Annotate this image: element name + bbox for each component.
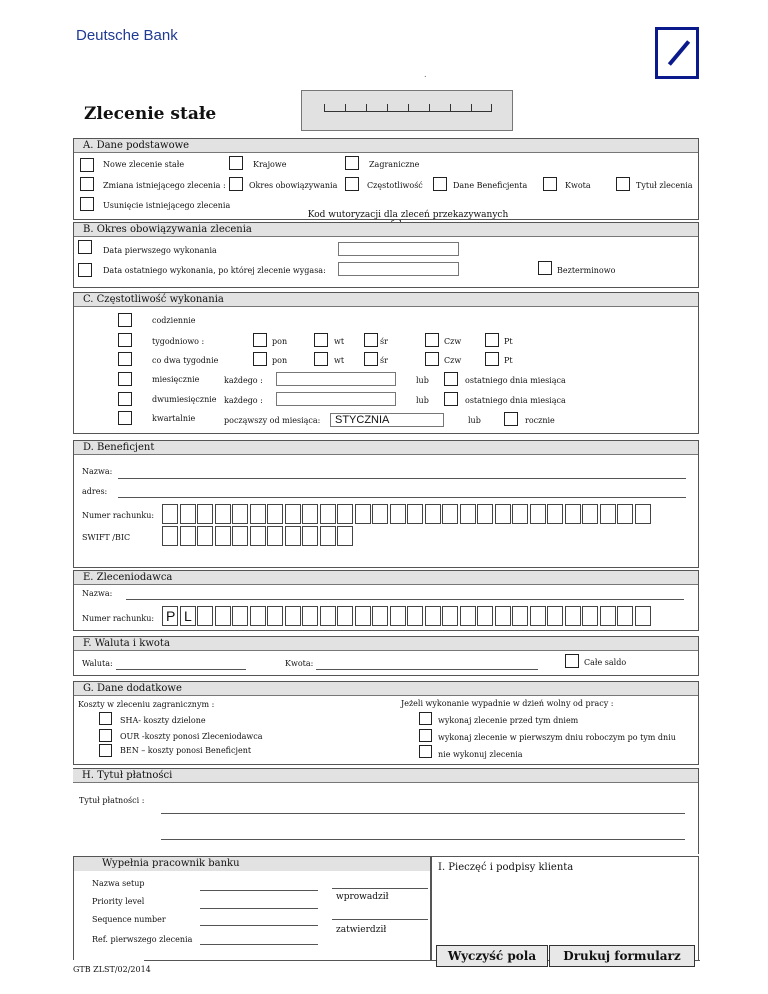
section-a-title: A. Dane podstawowe [74, 139, 698, 153]
change-order-checkbox[interactable] [80, 177, 94, 191]
monthly-lastday-label: ostatniego dnia miesiąca [465, 376, 566, 385]
digit-cell[interactable] [477, 606, 493, 626]
digit-cell[interactable] [197, 504, 213, 524]
digit-cell[interactable] [582, 606, 598, 626]
ben-checkbox[interactable] [99, 744, 112, 757]
amount-field[interactable] [316, 669, 538, 670]
quarterly-checkbox[interactable] [118, 411, 132, 425]
digit-cell[interactable] [495, 606, 511, 626]
delete-order-checkbox[interactable] [80, 197, 94, 211]
digit-cell[interactable] [285, 504, 301, 524]
auth-code-caption: Kod wutoryzacji dla zleceń przekazywanych [307, 210, 509, 220]
our-checkbox[interactable] [99, 729, 112, 742]
digit-cell[interactable] [250, 526, 266, 546]
auth-code-field[interactable] [324, 104, 492, 112]
section-b [73, 222, 699, 288]
digit-cell[interactable] [547, 606, 563, 626]
payment-title-label: Tytuł płatności : [79, 796, 145, 805]
holiday-label: Jeżeli wykonanie wypadnie w dzień wolny od pracy : [401, 699, 614, 708]
payment-title-line2[interactable] [161, 839, 685, 840]
digit-cell[interactable] [180, 526, 196, 546]
biweekly-thu-label: Czw [444, 356, 462, 365]
digit-cell[interactable] [267, 606, 283, 626]
currency-label: Waluta: [82, 659, 113, 668]
priority-label: Priority level [92, 897, 145, 906]
first-date-field[interactable] [338, 242, 459, 256]
amount-label: Kwota: [285, 659, 314, 668]
digit-cell[interactable] [267, 504, 283, 524]
section-c [73, 292, 699, 434]
before-checkbox[interactable] [419, 712, 432, 725]
orderer-name-label: Nazwa: [82, 589, 113, 598]
indefinite-label: Bezterminowo [557, 266, 616, 275]
biweekly-tue-label: wt [334, 356, 345, 365]
digit-cell[interactable] [337, 504, 353, 524]
country-p: P [166, 608, 176, 624]
ref-field[interactable] [200, 944, 318, 945]
weekly-mon-label: pon [272, 337, 288, 346]
orderer-name-field[interactable] [126, 599, 684, 600]
change-amount-checkbox[interactable] [543, 177, 557, 191]
section-f-title: F. Waluta i kwota [74, 637, 698, 651]
domestic-label: Krajowe [253, 160, 287, 169]
change-period-checkbox[interactable] [229, 177, 243, 191]
benef-account-label: Numer rachunku: [82, 511, 155, 520]
section-g [73, 681, 699, 765]
first-date-label: Data pierwszego wykonania [103, 246, 217, 255]
change-period-label: Okres obowiązywania [249, 181, 338, 190]
change-reason-label: Tytuł zlecenia [636, 181, 693, 190]
digit-cell[interactable] [635, 606, 651, 626]
weekly-label: tygodniowo : [152, 337, 205, 346]
digit-cell[interactable] [337, 606, 353, 626]
digit-cell[interactable] [302, 606, 318, 626]
sequence-field[interactable] [200, 925, 318, 926]
quarterly-label: kwartalnie [152, 414, 196, 423]
digit-cell[interactable] [355, 606, 371, 626]
digit-cell[interactable] [390, 504, 406, 524]
digit-cell[interactable] [477, 504, 493, 524]
section-h [73, 768, 699, 854]
setup-label: Nazwa setup [92, 879, 145, 888]
change-amount-label: Kwota [565, 181, 591, 190]
digit-cell[interactable] [425, 606, 441, 626]
biweekly-wed-checkbox[interactable] [364, 352, 378, 366]
biweekly-fri-label: Pt [504, 356, 513, 365]
foreign-label: Zagraniczne [369, 160, 420, 169]
digit-cell[interactable] [565, 504, 581, 524]
monthly-lastday-checkbox[interactable] [444, 372, 458, 386]
digit-cell[interactable] [617, 606, 633, 626]
benef-account-cells[interactable] [162, 504, 652, 524]
entered-line[interactable] [332, 888, 428, 889]
monthly-checkbox[interactable] [118, 372, 132, 386]
section-f [73, 636, 699, 676]
digit-cell[interactable] [635, 504, 651, 524]
digit-cell[interactable] [320, 606, 336, 626]
weekly-wed-label: śr [380, 337, 388, 346]
digit-cell[interactable] [582, 504, 598, 524]
after-label: wykonaj zlecenie w pierwszym dniu roboczym po tym dniu [438, 733, 676, 742]
costs-label: Koszty w zleceniu zagranicznym : [78, 700, 215, 709]
digit-cell[interactable] [320, 526, 336, 546]
section-d-title: D. Beneficjent [74, 441, 698, 455]
section-e-title: E. Zleceniodawca [74, 571, 698, 585]
digit-cell[interactable] [442, 504, 458, 524]
orderer-account-label: Numer rachunku: [82, 614, 155, 623]
print-button[interactable]: Drukuj formularz [549, 945, 695, 967]
digit-cell[interactable] [372, 606, 388, 626]
digit-cell[interactable] [460, 504, 476, 524]
biweekly-mon-label: pon [272, 356, 288, 365]
benef-name-label: Nazwa: [82, 467, 113, 476]
digit-cell[interactable] [320, 504, 336, 524]
section-c-title: C. Częstotliwość wykonania [74, 293, 698, 307]
last-date-field[interactable] [338, 262, 459, 276]
biweekly-checkbox[interactable] [118, 352, 132, 366]
last-date-label: Data ostatniego wykonania, po której zlecenie wygasa: [103, 266, 326, 275]
change-benef-label: Dane Beneficjenta [453, 181, 528, 190]
digit-cell[interactable] [460, 606, 476, 626]
start-month-label: począwszy od miesiąca: [224, 416, 321, 425]
biweekly-thu-checkbox[interactable] [425, 352, 439, 366]
digit-cell[interactable] [232, 526, 248, 546]
form-title: Zlecenie stałe [84, 104, 217, 124]
indefinite-checkbox[interactable] [538, 261, 552, 275]
setup-field[interactable] [200, 890, 318, 891]
after-checkbox[interactable] [419, 729, 432, 742]
digit-cell[interactable] [162, 504, 178, 524]
dot: . [424, 70, 427, 79]
digit-cell[interactable] [302, 504, 318, 524]
monthly-day-field[interactable] [276, 372, 396, 386]
swift-cells[interactable] [162, 526, 355, 546]
section-b-title: B. Okres obowiązywania zlecenia [74, 223, 698, 237]
digit-cell[interactable] [442, 606, 458, 626]
delete-order-label: Usunięcie istniejącego zlecenia [103, 201, 231, 210]
digit-cell[interactable] [390, 606, 406, 626]
digit-cell[interactable] [267, 526, 283, 546]
staff-title: Wypełnia pracownik banku [74, 857, 430, 871]
weekly-checkbox[interactable] [118, 333, 132, 347]
digit-cell[interactable] [512, 504, 528, 524]
daily-checkbox[interactable] [118, 313, 132, 327]
digit-cell[interactable] [372, 504, 388, 524]
sha-label: SHA- koszty dzielone [120, 716, 206, 725]
no-exec-label: nie wykonuj zlecenia [438, 750, 523, 759]
foreign-checkbox[interactable] [345, 156, 359, 170]
benef-name-field[interactable] [118, 478, 686, 479]
bimonthly-or-label: lub [416, 396, 429, 405]
digit-cell[interactable] [407, 504, 423, 524]
monthly-or-label: lub [416, 376, 429, 385]
digit-cell[interactable] [285, 526, 301, 546]
digit-cell[interactable] [425, 504, 441, 524]
full-balance-label: Całe saldo [584, 658, 627, 667]
bimonthly-lastday-label: ostatniego dnia miesiąca [465, 396, 566, 405]
approved-line[interactable] [332, 919, 428, 920]
section-h-title: H. Tytuł płatności [73, 769, 698, 783]
orderer-account-cells[interactable] [162, 606, 652, 626]
digit-cell[interactable] [512, 606, 528, 626]
digit-cell[interactable] [285, 606, 301, 626]
country-l: L [184, 608, 192, 624]
yearly-checkbox[interactable] [504, 412, 518, 426]
sequence-label: Sequence number [92, 915, 166, 924]
footer-code: GTB ZLST/02/2014 [73, 965, 151, 974]
no-exec-checkbox[interactable] [419, 745, 432, 758]
new-order-checkbox[interactable] [80, 158, 94, 172]
digit-cell[interactable] [250, 504, 266, 524]
approved-label: zatwierdził [336, 925, 387, 935]
weekly-thu-label: Czw [444, 337, 462, 346]
monthly-each-label: każdego : [224, 376, 263, 385]
bank-logo-icon [655, 27, 699, 79]
benef-address-label: adres: [82, 487, 108, 496]
weekly-thu-checkbox[interactable] [425, 333, 439, 347]
section-a [73, 138, 699, 220]
daily-label: codziennie [152, 316, 196, 325]
before-label: wykonaj zlecenie przed tym dniem [438, 716, 579, 725]
entered-label: wprowadził [336, 892, 389, 902]
sign-title: I. Pieczęć i podpisy klienta [438, 862, 574, 873]
swift-label: SWIFT /BIC [82, 533, 131, 542]
full-balance-checkbox[interactable] [565, 654, 579, 668]
monthly-label: miesięcznie [152, 375, 200, 384]
bimonthly-label: dwumiesięcznie [152, 395, 217, 404]
biweekly-label: co dwa tygodnie [152, 356, 219, 365]
priority-field[interactable] [200, 908, 318, 909]
digit-cell[interactable] [232, 504, 248, 524]
weekly-tue-label: wt [334, 337, 345, 346]
digit-cell[interactable] [337, 526, 353, 546]
digit-cell[interactable] [215, 504, 231, 524]
currency-field[interactable] [116, 669, 246, 670]
digit-cell[interactable] [600, 606, 616, 626]
biweekly-fri-checkbox[interactable] [485, 352, 499, 366]
digit-cell[interactable] [215, 526, 231, 546]
digit-cell[interactable] [355, 504, 371, 524]
bimonthly-lastday-checkbox[interactable] [444, 392, 458, 406]
bank-name: Deutsche Bank [76, 27, 178, 44]
digit-cell[interactable] [197, 606, 213, 626]
section-d [73, 440, 699, 568]
digit-cell[interactable] [547, 504, 563, 524]
section-e [73, 570, 699, 631]
first-date-checkbox[interactable] [78, 240, 92, 254]
change-order-label: Zmiana istniejącego zlecenia : [103, 181, 226, 190]
biweekly-mon-checkbox[interactable] [253, 352, 267, 366]
payment-title-line1[interactable] [161, 813, 685, 814]
digit-cell[interactable] [565, 606, 581, 626]
change-freq-label: Częstotliwość [367, 181, 423, 190]
digit-cell[interactable] [162, 526, 178, 546]
weekly-mon-checkbox[interactable] [253, 333, 267, 347]
new-order-label: Nowe zlecenie stałe [103, 160, 185, 169]
sha-checkbox[interactable] [99, 712, 112, 725]
ben-label: BEN – koszty ponosi Beneficjent [120, 746, 252, 755]
weekly-fri-checkbox[interactable] [485, 333, 499, 347]
digit-cell[interactable] [215, 606, 231, 626]
digit-cell[interactable] [180, 504, 196, 524]
digit-cell[interactable] [530, 504, 546, 524]
digit-cell[interactable] [232, 606, 248, 626]
digit-cell[interactable] [600, 504, 616, 524]
bimonthly-each-label: każdego : [224, 396, 263, 405]
bimonthly-day-field[interactable] [276, 392, 396, 406]
our-label: OUR -koszty ponosi Zleceniodawca [120, 732, 263, 741]
bimonthly-checkbox[interactable] [118, 392, 132, 406]
domestic-checkbox[interactable] [229, 156, 243, 170]
change-benef-checkbox[interactable] [433, 177, 447, 191]
digit-cell[interactable] [495, 504, 511, 524]
biweekly-wed-label: śr [380, 356, 388, 365]
digit-cell[interactable] [530, 606, 546, 626]
digit-cell[interactable] [250, 606, 266, 626]
section-g-title: G. Dane dodatkowe [74, 682, 698, 696]
yearly-label: rocznie [525, 416, 555, 425]
start-month-select[interactable]: STYCZNIA [330, 413, 444, 427]
weekly-wed-checkbox[interactable] [364, 333, 378, 347]
digit-cell[interactable] [302, 526, 318, 546]
last-date-checkbox[interactable] [78, 263, 92, 277]
digit-cell[interactable] [617, 504, 633, 524]
change-reason-checkbox[interactable] [616, 177, 630, 191]
weekly-fri-label: Pt [504, 337, 513, 346]
benef-address-field[interactable] [118, 497, 686, 498]
ref-label: Ref. pierwszego zlecenia [92, 935, 193, 944]
weekly-tue-checkbox[interactable] [314, 333, 328, 347]
digit-cell[interactable] [407, 606, 423, 626]
biweekly-tue-checkbox[interactable] [314, 352, 328, 366]
change-freq-checkbox[interactable] [345, 177, 359, 191]
divider [430, 857, 432, 961]
digit-cell[interactable] [197, 526, 213, 546]
quarterly-or-label: lub [468, 416, 481, 425]
clear-button[interactable]: Wyczyść pola [436, 945, 548, 967]
